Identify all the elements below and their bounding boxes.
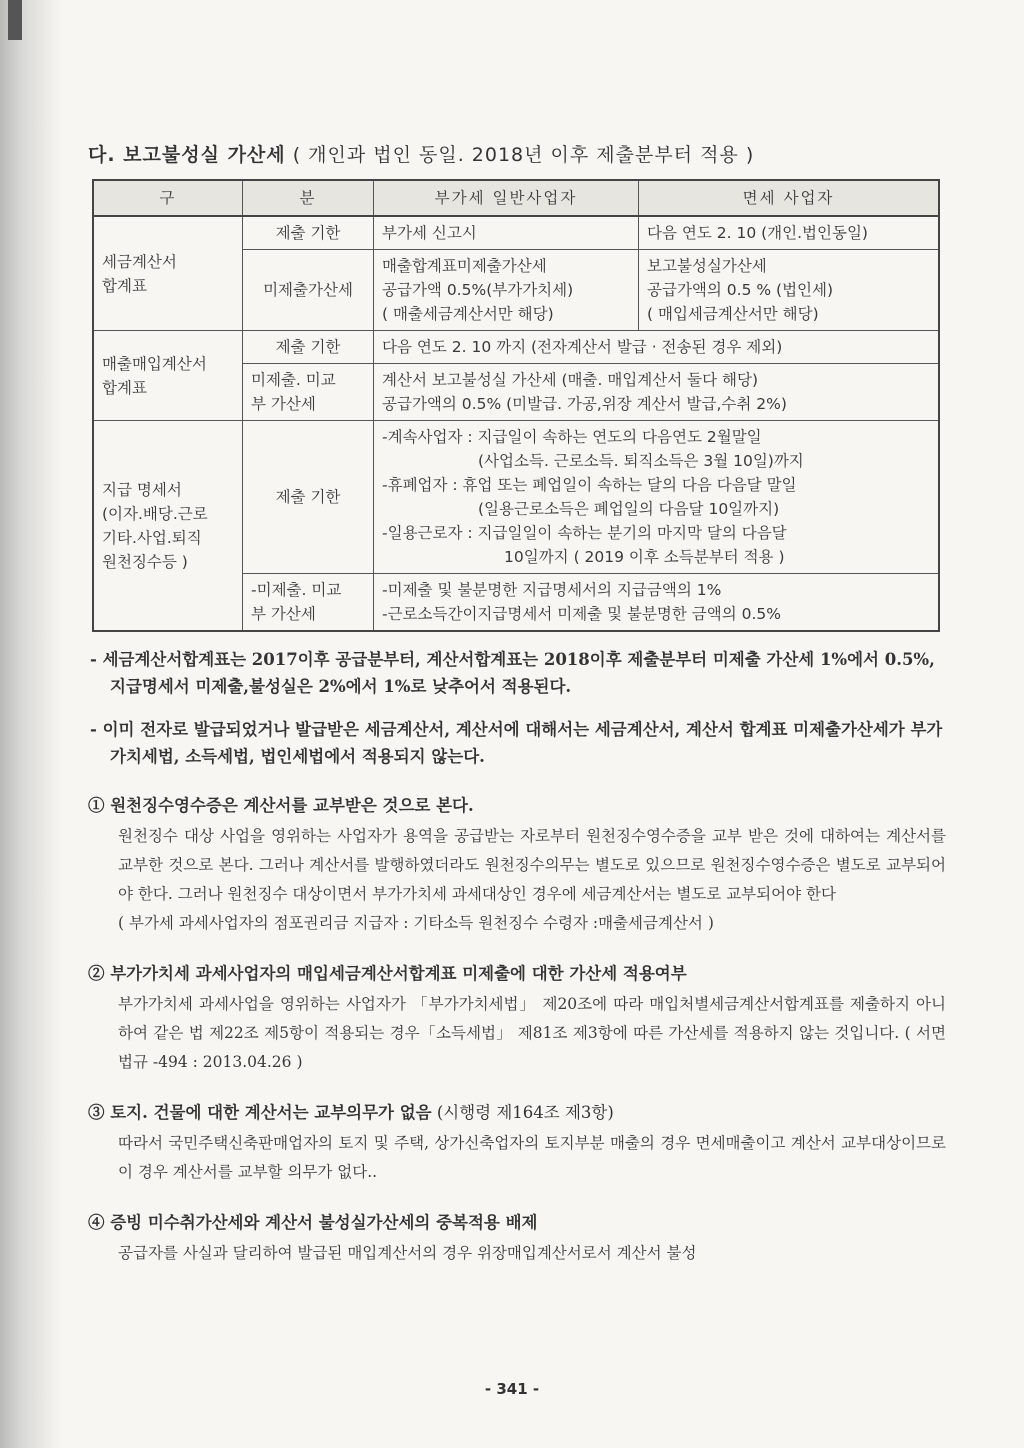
table-row (93, 421, 939, 574)
section-title-subtitle: ( 개인과 법인 동일. 2018년 이후 제출분부터 적용 ) (292, 144, 755, 166)
cell-line: -휴폐업자 : 휴업 또는 폐업일이 속하는 달의 다음 다음달 말일 (382, 476, 797, 494)
item-title (88, 1209, 946, 1233)
section-title-main: 다. 보고불성실 가산세 (88, 144, 286, 166)
table-cell: 다음 연도 2. 10 까지 (전자계산서 발급 · 전송된 경우 제외) (374, 331, 940, 364)
item-title-bold: ① 원천징수영수증은 계산서를 교부받은 것으로 본다. (88, 796, 474, 815)
sub-label: 제출 기한 (243, 331, 374, 364)
table-cell: 부가세 신고시 (374, 216, 639, 250)
item-body: 따라서 국민주택신축판매업자의 토지 및 주택, 상가신축업자의 토지부분 매출의 경우 면세매출이고 계산서 교부대상이므로 이 경우 계산서를 교부할 의무가 없다.. (118, 1134, 946, 1181)
item-title-bold: ② 부가가치세 과세사업자의 매입세금계산서합계표 미제출에 대한 가산세 적용여부 (88, 964, 687, 983)
sub-label: 미제출. 미교 부 가산세 (243, 364, 374, 421)
numbered-item (88, 960, 946, 1077)
item-title (88, 1099, 946, 1123)
sub-label: 제출 기한 (243, 216, 374, 250)
page-number: - 341 - (484, 1380, 540, 1398)
section-title (88, 140, 946, 167)
header-cell: 분 (243, 180, 374, 216)
sub-label: 제출 기한 (243, 421, 374, 574)
numbered-item (88, 1209, 946, 1268)
table-row (93, 216, 939, 250)
header-cell: 구 (93, 180, 243, 216)
table-row (93, 331, 939, 364)
cell-line: (일용근로소득은 폐업일의 다음달 10일까지) (478, 500, 780, 518)
item-title (88, 792, 946, 816)
table-cell: -미제출 및 불분명한 지급명세서의 지급금액의 1% -근로소득간이지급명세서 미제출 및 불분명한 금액의 0.5% (374, 574, 940, 632)
item-title (88, 960, 946, 984)
row-label: 지급 명세서 (이자.배당.근로 기타.사업.퇴직 원천징수등 ) (93, 421, 243, 632)
numbered-item (88, 1099, 946, 1187)
table-cell: 다음 연도 2. 10 (개인.법인동일) (639, 216, 940, 250)
table-cell: 보고불성실가산세 공급가액의 0.5 % (법인세) ( 매입세금계산서만 해당) (639, 250, 940, 331)
item-body: 원천징수 대상 사업을 영위하는 사업자가 용역을 공급받는 자로부터 원천징수영수증을 교부 받은 것에 대하여는 계산서를 교부한 것으로 본다. 그러나 계산서를 발행하였더라도 원천징수의무는 별도로 있으므로 원천징수영수증은 별도로 교부되어야 한다. 그러나 원천징수 대상이면서 부가가치세 과세대상인 경우에 세금계산서는 별도로 교부되어야 한다 ( 부가세 과세사업자의 점포권리금 지급자 : 기타소득 원천징수 수령자 :매출세금계산서 ) (118, 827, 946, 932)
item-body: 부가가치세 과세사업을 영위하는 사업자가 「부가가치세법」 제20조에 따라 매입처별세금계산서합계표를 제출하지 아니하여 같은 법 제22조 제5항이 적용되는 경우「소득세법」 제81조 제3항에 따른 가산세를 적용하지 않는 것입니다. ( 서면법규 -494 : 2013.04.26 ) (118, 995, 946, 1071)
sub-label: 미제출가산세 (243, 250, 374, 331)
table-cell (374, 421, 940, 574)
table-cell: 매출합계표미제출가산세 공급가액 0.5%(부가가치세) ( 매출세금계산서만 해당) (374, 250, 639, 331)
cell-line: (사업소득. 근로소득. 퇴직소득은 3월 10일)까지 (478, 452, 804, 470)
item-body: 공급자를 사실과 달리하여 발급된 매입계산서의 경우 위장매입계산서로서 계산서 불성 (118, 1244, 697, 1262)
penalty-table (92, 179, 940, 632)
header-cell: 면세 사업자 (639, 180, 940, 216)
table-header-row (93, 180, 939, 216)
note-paragraph: - 세금계산서합계표는 2017이후 공급분부터, 계산서합계표는 2018이후 제출분부터 미제출 가산세 1%에서 0.5%, 지급명세서 미제출,불성실은 2%에서 1%로 낮추어서 적용된다. (90, 650, 935, 696)
item-title-note: (시행령 제164조 제3항) (431, 1103, 614, 1122)
binding-mark (8, 0, 22, 40)
note-paragraph: - 이미 전자로 발급되었거나 발급받은 세금계산서, 계산서에 대해서는 세금계산서, 계산서 합계표 미제출가산세가 부가가치세법, 소득세법, 법인세법에서 적용되지 않는다. (90, 720, 943, 766)
table-cell: 계산서 보고불성실 가산세 (매출. 매입계산서 둘다 해당) 공급가액의 0.5% (미발급. 가공,위장 계산서 발급,수취 2%) (374, 364, 940, 421)
book-binding-shadow (0, 0, 62, 1448)
cell-line: -일용근로자 : 지급일일이 속하는 분기의 마지막 달의 다음달 (382, 524, 787, 542)
cell-line: 10일까지 ( 2019 이후 소득분부터 적용 ) (504, 548, 785, 566)
sub-label: -미제출. 미교 부 가산세 (243, 574, 374, 632)
cell-line: -계속사업자 : 지급일이 속하는 연도의 다음연도 2월말일 (382, 428, 762, 446)
page-content (88, 140, 946, 1268)
item-title-bold: ③ 토지. 건물에 대한 계산서는 교부의무가 없음 (88, 1103, 432, 1122)
item-title-bold: ④ 증빙 미수취가산세와 계산서 불성실가산세의 중복적용 배제 (88, 1213, 538, 1232)
row-label: 세금계산서 합계표 (93, 216, 243, 331)
header-cell: 부가세 일반사업자 (374, 180, 639, 216)
numbered-item (88, 792, 946, 938)
row-label: 매출매입계산서 합계표 (93, 331, 243, 421)
